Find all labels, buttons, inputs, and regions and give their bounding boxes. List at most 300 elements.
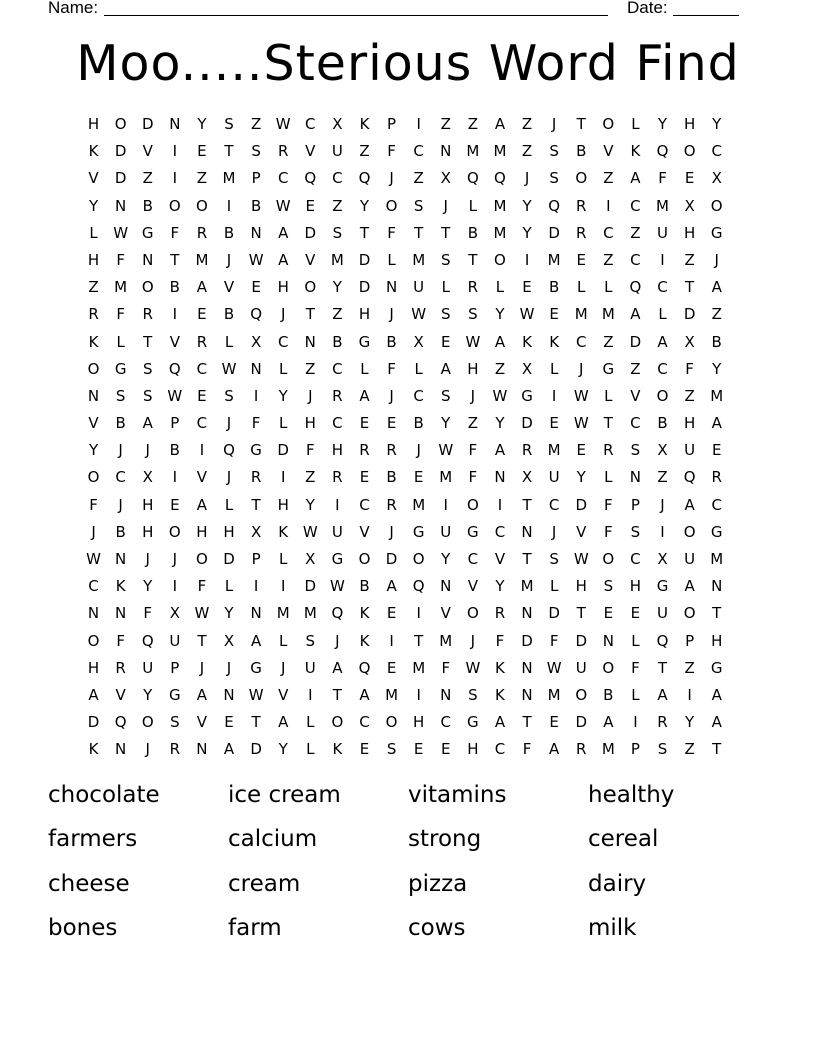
grid-letter: J: [118, 441, 123, 460]
grid-letter: I: [172, 577, 178, 596]
grid-letter: L: [224, 332, 234, 351]
grid-letter: Q: [331, 604, 344, 623]
grid-letter: B: [142, 196, 153, 215]
grid-letter: N: [87, 386, 100, 405]
grid-letter: E: [711, 441, 722, 460]
grid-letter: B: [603, 685, 614, 704]
grid-letter: A: [549, 740, 560, 759]
grid-letter: A: [711, 278, 722, 297]
grid-letter: K: [88, 740, 99, 759]
grid-letter: P: [685, 631, 695, 650]
grid-row: [80, 193, 740, 220]
grid-letter: G: [169, 685, 181, 704]
grid-letter: J: [335, 631, 340, 650]
grid-letter: K: [359, 115, 370, 133]
grid-letter: Z: [467, 115, 478, 133]
grid-letter: B: [413, 414, 424, 433]
grid-letter: C: [413, 142, 424, 161]
grid-letter: X: [440, 169, 451, 188]
grid-letter: B: [386, 332, 397, 351]
grid-letter: X: [250, 522, 262, 541]
grid-letter: A: [684, 495, 695, 514]
grid-letter: P: [251, 550, 261, 568]
grid-letter: S: [630, 522, 641, 541]
grid-letter: T: [224, 142, 234, 161]
grid-letter: Q: [168, 359, 181, 378]
grid-letter: T: [468, 250, 478, 269]
word-bank-item: cows: [408, 914, 466, 941]
grid-letter: F: [495, 631, 505, 650]
grid-letter: M: [412, 658, 426, 677]
grid-letter: X: [521, 359, 533, 378]
grid-row: [80, 138, 740, 165]
grid-letter: J: [145, 740, 150, 759]
grid-letter: T: [685, 278, 695, 297]
grid-letter: M: [466, 142, 480, 161]
grid-letter: B: [386, 468, 397, 487]
grid-letter: N: [115, 604, 127, 623]
grid-letter: C: [630, 414, 641, 433]
grid-letter: C: [332, 359, 343, 378]
grid-letter: W: [573, 550, 589, 568]
grid-letter: A: [494, 332, 506, 351]
grid-letter: W: [438, 441, 454, 460]
grid-letter: B: [115, 522, 126, 541]
grid-letter: P: [251, 169, 261, 188]
grid-letter: Z: [305, 468, 316, 487]
grid-letter: Q: [494, 169, 506, 188]
grid-letter: T: [657, 658, 668, 677]
grid-letter: T: [576, 115, 586, 133]
grid-letter: J: [226, 250, 232, 269]
grid-letter: A: [142, 414, 153, 433]
grid-letter: N: [440, 577, 452, 596]
grid-row: [80, 111, 740, 138]
grid-letter: S: [305, 631, 316, 650]
grid-letter: Y: [576, 468, 586, 487]
grid-letter: J: [389, 305, 394, 324]
grid-letter: P: [630, 740, 640, 759]
grid-letter: Y: [88, 196, 99, 215]
grid-letter: G: [710, 658, 723, 677]
grid-letter: I: [226, 196, 232, 215]
grid-letter: V: [630, 386, 641, 405]
grid-letter: H: [683, 115, 696, 133]
grid-letter: I: [308, 685, 313, 704]
grid-letter: O: [683, 142, 696, 161]
grid-row: [80, 573, 740, 600]
grid-letter: C: [603, 223, 614, 242]
grid-letter: C: [630, 550, 641, 568]
grid-letter: M: [114, 278, 128, 297]
grid-letter: E: [576, 441, 586, 460]
grid-letter: J: [389, 169, 394, 188]
grid-letter: R: [467, 278, 479, 297]
grid-letter: F: [116, 250, 125, 269]
grid-row: [80, 410, 740, 437]
word-bank-item: cheese: [48, 870, 130, 897]
grid-letter: Z: [657, 468, 668, 487]
grid-letter: W: [113, 223, 129, 242]
grid-letter: A: [711, 713, 722, 732]
grid-row: [80, 492, 740, 519]
grid-letter: D: [358, 250, 371, 269]
grid-letter: H: [142, 495, 154, 514]
grid-letter: N: [440, 685, 452, 704]
grid-letter: E: [170, 495, 180, 514]
page-title: Moo.....Sterious Word Find: [76, 35, 740, 92]
grid-letter: N: [169, 115, 181, 133]
word-bank-item: milk: [588, 914, 637, 941]
grid-letter: A: [359, 685, 370, 704]
grid-letter: G: [358, 332, 371, 351]
grid-letter: Y: [332, 278, 342, 297]
grid-letter: A: [630, 169, 641, 188]
grid-letter: B: [115, 414, 126, 433]
grid-letter: C: [711, 495, 722, 514]
grid-letter: E: [630, 604, 641, 623]
grid-letter: Y: [522, 196, 532, 215]
grid-letter: S: [549, 550, 559, 568]
grid-letter: G: [331, 550, 344, 568]
grid-letter: O: [710, 196, 723, 215]
grid-letter: M: [276, 604, 290, 623]
grid-letter: J: [579, 359, 584, 378]
grid-letter: U: [575, 658, 587, 677]
grid-letter: L: [549, 359, 559, 378]
grid-letter: D: [250, 740, 262, 759]
grid-letter: Y: [305, 495, 315, 514]
grid-letter: V: [88, 169, 99, 188]
grid-letter: Z: [467, 414, 478, 433]
grid-letter: N: [521, 685, 533, 704]
grid-letter: N: [196, 740, 208, 759]
grid-letter: O: [168, 522, 181, 541]
grid-row: [80, 600, 740, 627]
grid-letter: C: [630, 250, 641, 269]
grid-letter: H: [277, 495, 289, 514]
grid-letter: E: [549, 305, 559, 324]
grid-row: [80, 628, 740, 655]
grid-row: [80, 546, 740, 573]
grid-letter: X: [711, 169, 722, 188]
grid-letter: R: [386, 495, 397, 514]
grid-letter: L: [279, 414, 288, 433]
grid-letter: D: [575, 713, 588, 732]
grid-letter: Z: [142, 169, 153, 188]
grid-letter: Q: [114, 713, 127, 732]
grid-letter: F: [631, 658, 640, 677]
grid-letter: H: [87, 658, 100, 677]
grid-letter: Q: [656, 631, 669, 650]
grid-letter: W: [573, 386, 589, 405]
word-bank-item: ice cream: [228, 782, 341, 808]
grid-letter: Q: [223, 441, 235, 460]
grid-letter: I: [389, 631, 394, 650]
grid-letter: N: [494, 468, 506, 487]
grid-letter: S: [251, 142, 261, 161]
grid-letter: F: [116, 631, 125, 650]
grid-letter: M: [493, 142, 507, 161]
grid-letter: Z: [521, 142, 533, 161]
grid-letter: O: [575, 685, 588, 704]
grid-letter: C: [277, 332, 289, 351]
grid-letter: A: [711, 685, 722, 704]
grid-letter: W: [546, 658, 562, 677]
grid-letter: J: [660, 495, 665, 514]
grid-letter: S: [441, 386, 451, 405]
grid-letter: C: [196, 414, 208, 433]
grid-letter: Z: [684, 386, 695, 405]
grid-letter: R: [332, 386, 343, 405]
grid-letter: F: [468, 468, 478, 487]
grid-letter: Q: [304, 169, 317, 188]
grid-letter: I: [687, 685, 692, 704]
grid-letter: E: [441, 740, 451, 759]
grid-letter: R: [169, 740, 181, 759]
grid-letter: A: [196, 685, 208, 704]
grid-letter: Z: [88, 278, 99, 297]
grid-letter: U: [331, 142, 343, 161]
grid-letter: A: [88, 685, 99, 704]
grid-letter: G: [114, 359, 127, 378]
grid-letter: F: [549, 631, 559, 650]
grid-letter: D: [575, 631, 588, 650]
grid-letter: T: [305, 305, 315, 324]
grid-letter: R: [576, 223, 587, 242]
grid-letter: Y: [441, 414, 451, 433]
grid-letter: E: [197, 305, 207, 324]
grid-letter: I: [443, 495, 448, 514]
grid-letter: T: [251, 495, 261, 514]
grid-letter: C: [467, 550, 479, 568]
date-field-line[interactable]: [673, 15, 739, 16]
grid-letter: O: [683, 522, 696, 541]
grid-letter: I: [416, 115, 421, 133]
grid-letter: M: [385, 685, 399, 704]
word-bank-item: strong: [408, 826, 482, 853]
grid-letter: Y: [278, 386, 288, 405]
grid-letter: E: [386, 658, 397, 677]
grid-letter: B: [576, 142, 587, 161]
grid-letter: N: [521, 604, 533, 623]
grid-letter: K: [359, 604, 370, 623]
grid-letter: I: [416, 685, 421, 704]
grid-letter: H: [223, 522, 235, 541]
word-bank-item: chocolate: [48, 782, 160, 808]
grid-letter: R: [657, 713, 668, 732]
grid-letter: O: [114, 115, 127, 133]
grid-letter: J: [145, 441, 150, 460]
grid-letter: R: [576, 740, 587, 759]
grid-letter: R: [115, 658, 126, 677]
grid-letter: L: [577, 278, 586, 297]
grid-letter: L: [468, 196, 478, 215]
grid-letter: H: [277, 278, 289, 297]
grid-letter: D: [114, 169, 127, 188]
grid-letter: I: [416, 604, 421, 623]
grid-letter: L: [549, 577, 559, 596]
grid-letter: Z: [332, 196, 343, 215]
grid-letter: V: [576, 522, 587, 541]
grid-letter: Q: [466, 169, 479, 188]
grid-letter: M: [547, 685, 561, 704]
grid-letter: N: [602, 631, 614, 650]
grid-letter: J: [145, 550, 150, 568]
grid-letter: O: [575, 169, 588, 188]
word-bank: [48, 778, 768, 955]
grid-letter: I: [524, 250, 530, 269]
grid-letter: Y: [495, 414, 505, 433]
grid-letter: C: [575, 332, 587, 351]
grid-letter: L: [224, 495, 234, 514]
grid-letter: K: [549, 332, 560, 351]
grid-letter: G: [602, 359, 615, 378]
grid-letter: M: [574, 305, 588, 324]
grid-letter: C: [548, 495, 560, 514]
grid-letter: C: [305, 115, 316, 133]
grid-letter: O: [196, 550, 208, 568]
grid-letter: Q: [548, 196, 561, 215]
grid-letter: F: [387, 359, 396, 378]
grid-letter: S: [115, 386, 126, 405]
grid-letter: O: [87, 468, 100, 487]
grid-letter: E: [522, 278, 532, 297]
grid-letter: V: [88, 414, 99, 433]
grid-letter: K: [522, 332, 532, 351]
grid-letter: L: [604, 278, 613, 297]
grid-letter: Y: [712, 115, 722, 133]
grid-letter: Y: [197, 115, 207, 133]
grid-letter: S: [224, 115, 234, 133]
grid-letter: X: [223, 631, 235, 650]
grid-letter: O: [494, 250, 506, 269]
grid-letter: H: [196, 522, 208, 541]
grid-letter: V: [196, 713, 208, 732]
grid-letter: D: [521, 631, 533, 650]
grid-letter: C: [196, 359, 208, 378]
grid-letter: L: [89, 223, 98, 242]
grid-letter: N: [440, 142, 452, 161]
grid-letter: Q: [683, 468, 696, 487]
grid-letter: C: [711, 142, 722, 161]
word-bank-item: calcium: [228, 826, 318, 853]
grid-letter: N: [223, 685, 235, 704]
grid-letter: X: [250, 332, 262, 351]
grid-letter: E: [251, 278, 261, 297]
grid-letter: K: [278, 522, 289, 541]
grid-letter: J: [470, 631, 476, 650]
grid-letter: B: [223, 305, 235, 324]
grid-letter: W: [465, 332, 481, 351]
grid-letter: R: [576, 196, 587, 215]
grid-letter: A: [684, 577, 695, 596]
grid-letter: B: [250, 196, 262, 215]
grid-letter: S: [413, 196, 424, 215]
grid-letter: A: [440, 359, 451, 378]
grid-letter: M: [547, 250, 561, 269]
grid-letter: L: [279, 550, 288, 568]
grid-letter: Y: [495, 305, 505, 324]
grid-letter: D: [385, 550, 398, 568]
grid-letter: X: [413, 332, 424, 351]
grid-letter: M: [601, 740, 615, 759]
grid-letter: W: [302, 522, 318, 541]
grid-letter: Y: [359, 196, 370, 215]
grid-letter: F: [441, 658, 451, 677]
grid-letter: O: [358, 550, 371, 568]
grid-letter: O: [141, 713, 154, 732]
grid-letter: T: [603, 414, 613, 433]
grid-letter: H: [711, 631, 723, 650]
grid-letter: Y: [224, 604, 234, 623]
grid-letter: C: [332, 169, 343, 188]
grid-letter: G: [710, 223, 723, 242]
grid-letter: K: [359, 631, 370, 650]
grid-letter: G: [521, 386, 533, 405]
grid-letter: G: [656, 577, 669, 596]
grid-letter: T: [576, 604, 586, 623]
grid-letter: L: [306, 713, 315, 732]
grid-letter: A: [494, 713, 506, 732]
grid-letter: C: [657, 278, 668, 297]
grid-letter: C: [115, 468, 126, 487]
grid-letter: Q: [250, 305, 263, 324]
grid-letter: F: [522, 740, 532, 759]
grid-letter: B: [332, 332, 343, 351]
grid-letter: B: [657, 414, 668, 433]
grid-letter: A: [494, 115, 506, 133]
grid-row: [80, 247, 740, 274]
grid-letter: J: [280, 658, 286, 677]
grid-letter: D: [683, 305, 696, 324]
grid-letter: F: [116, 305, 125, 324]
grid-letter: K: [630, 142, 641, 161]
grid-letter: Y: [712, 359, 722, 378]
grid-letter: E: [359, 740, 370, 759]
grid-letter: E: [413, 468, 424, 487]
grid-letter: F: [468, 441, 478, 460]
grid-letter: T: [197, 631, 207, 650]
grid-letter: A: [630, 305, 641, 324]
grid-letter: O: [683, 604, 696, 623]
grid-letter: B: [359, 577, 370, 596]
grid-letter: D: [358, 278, 371, 297]
grid-letter: Z: [603, 169, 614, 188]
grid-letter: A: [657, 332, 668, 351]
grid-letter: Y: [143, 685, 153, 704]
grid-letter: Y: [657, 115, 668, 133]
grid-letter: M: [493, 196, 507, 215]
grid-letter: O: [141, 278, 154, 297]
name-field-line[interactable]: [104, 15, 608, 16]
grid-letter: X: [142, 468, 153, 487]
grid-letter: X: [657, 441, 668, 460]
grid-letter: V: [305, 250, 316, 269]
grid-letter: Z: [630, 223, 641, 242]
grid-letter: V: [603, 142, 614, 161]
grid-letter: R: [277, 142, 289, 161]
grid-letter: T: [143, 332, 153, 351]
grid-row: [80, 464, 740, 491]
grid-letter: T: [332, 685, 342, 704]
grid-letter: S: [441, 305, 451, 324]
grid-letter: Z: [305, 359, 316, 378]
grid-letter: W: [519, 305, 535, 324]
grid-letter: X: [305, 550, 316, 568]
grid-letter: J: [91, 522, 96, 541]
grid-letter: T: [522, 713, 532, 732]
